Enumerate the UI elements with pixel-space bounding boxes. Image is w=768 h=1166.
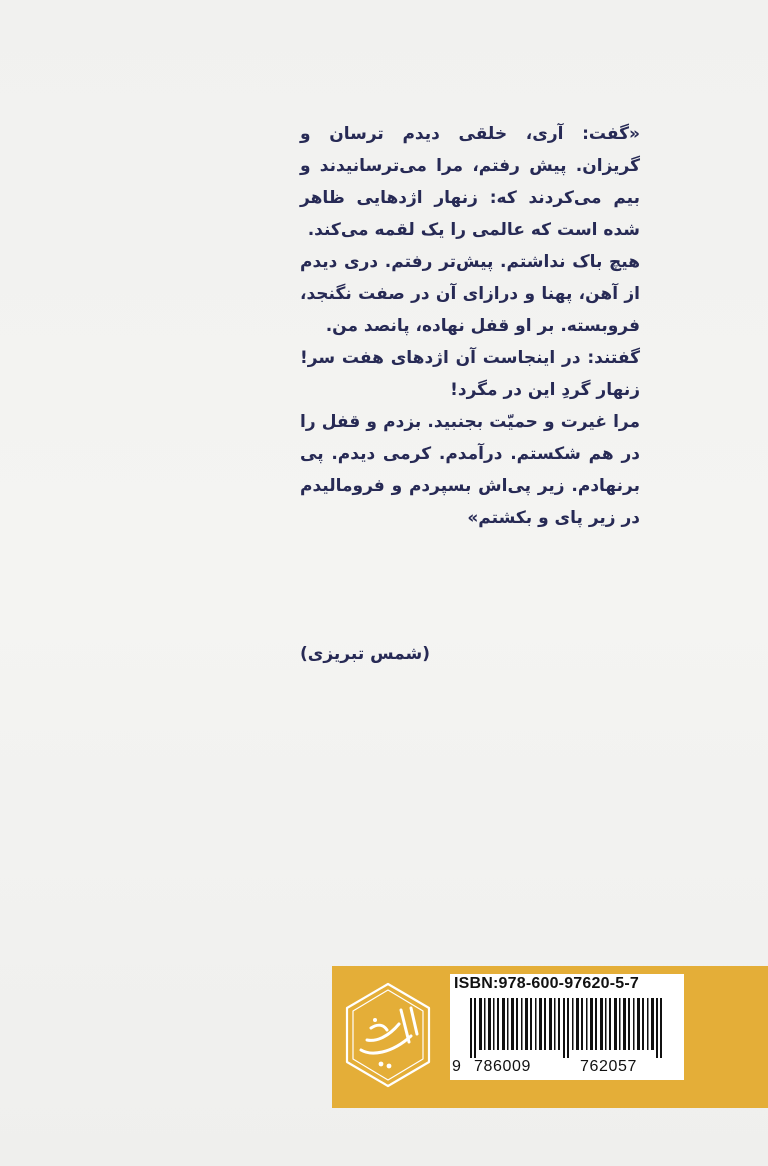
barcode-lead-digit: 9 bbox=[452, 1058, 461, 1075]
quote-paragraph-4: مرا غیرت و حمیّت بجنبید. بزدم و قفل را در هم شکستم. درآمدم. کرمی دیدم. پی برنهادم. زیر پی‌اش بسپردم و فرومالیدم در زیر پای و بکشتم» bbox=[300, 412, 640, 528]
quote-author: (شمس تبریزی) bbox=[300, 644, 431, 664]
barcode-bars bbox=[454, 998, 680, 1058]
publisher-calligraphy-logo-icon bbox=[341, 980, 435, 1090]
quote-paragraph-1: «گفت: آری، خلقی دیدم ترسان و گریزان. پیش رفتم، مرا می‌ترسانیدند و بیم می‌کردند که: زنهار اژدهایی ظاهر شده است که عالمی را یک لقمه می‌کند. bbox=[300, 124, 640, 240]
svg-text:کتاب بهنود: کتاب بهنود bbox=[385, 1084, 391, 1085]
quote-paragraph-3: گفتند: در اینجاست آن اژدهای هفت سر! زنهار گردِ این در مگرد! bbox=[300, 348, 640, 400]
isbn-label: ISBN:978-600-97620-5-7 bbox=[454, 975, 639, 992]
barcode-area bbox=[450, 974, 684, 1080]
barcode-left-digits: 786009 bbox=[474, 1058, 531, 1075]
quote-block bbox=[300, 118, 640, 534]
quote-paragraph-2: هیچ باک نداشتم. پیش‌تر رفتم. دری دیدم از آهن، پهنا و درازای آن در صفت نگنجد، فروبسته. بر او قفل نهاده، پانصد من. bbox=[300, 252, 640, 336]
barcode-right-digits: 762057 bbox=[580, 1058, 637, 1075]
